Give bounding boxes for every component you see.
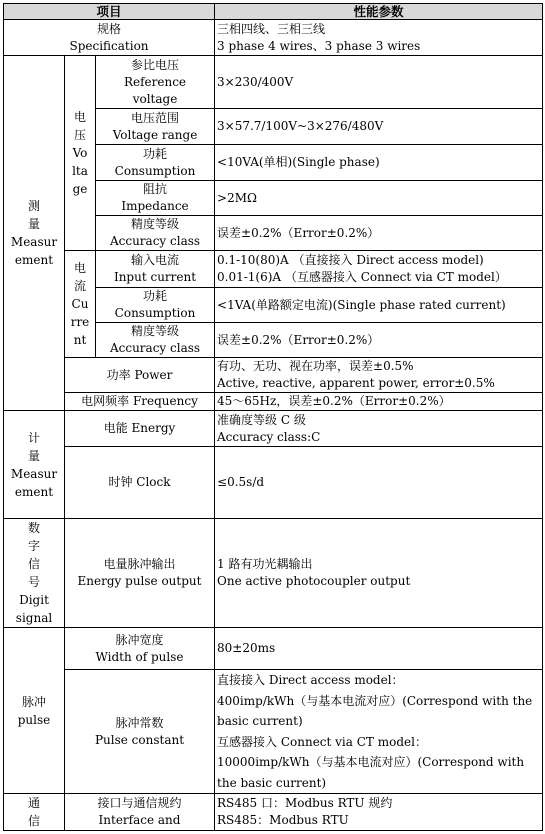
pulse-output-value: 1 路有功光耦输出 One active photocoupler output xyxy=(215,519,543,628)
reference-voltage-value: 3×230/400V xyxy=(215,56,543,109)
table-row xyxy=(4,411,543,447)
specification-label: 规格 Specification xyxy=(4,20,215,56)
current-accuracy-value: 误差±0.2%（Error±0.2%） xyxy=(215,323,543,358)
energy-label: 电能 Energy xyxy=(65,411,215,447)
reference-voltage-label: 参比电压 Reference voltage xyxy=(96,56,215,109)
table-row xyxy=(4,20,543,56)
pulse-constant-value: 直接接入 Direct access model： 400imp/kWh（与基本电流对应）(Correspond with the basic current) 互感器接入 Connect via CT model： 10000imp/kWh（与基本电流对应）(Correspond with the basic current) xyxy=(215,670,543,794)
current-group-label: 电 流 Cu rre nt xyxy=(65,251,96,358)
impedance-value: >2MΩ xyxy=(215,181,543,216)
metering-group-label: 计 量 Measur ement xyxy=(4,411,65,519)
table-row xyxy=(4,794,543,831)
current-consumption-value: <1VA(单路额定电流)(Single phase rated current) xyxy=(215,288,543,323)
clock-value: ≤0.5s/d xyxy=(215,447,543,519)
table-row xyxy=(4,358,543,393)
interface-label: 接口与通信规约 Interface and xyxy=(65,794,215,831)
voltage-accuracy-label: 精度等级 Accuracy class xyxy=(96,216,215,251)
voltage-consumption-label: 功耗 Consumption xyxy=(96,145,215,181)
voltage-accuracy-value: 误差±0.2%（Error±0.2%） xyxy=(215,216,543,251)
pulse-constant-label: 脉冲常数 Pulse constant xyxy=(65,670,215,794)
digital-group-label: 数 字 信 号 Digit signal xyxy=(4,519,65,628)
table-row xyxy=(4,670,543,794)
voltage-consumption-value: <10VA(单相)(Single phase) xyxy=(215,145,543,181)
communication-group-label: 通 信 xyxy=(4,794,65,831)
frequency-value: 45～65Hz，误差±0.2%（Error±0.2%） xyxy=(215,393,543,411)
voltage-group-label: 电 压 Vo lta ge xyxy=(65,56,96,251)
pulse-group-label: 脉冲 pulse xyxy=(4,628,65,794)
input-current-label: 输入电流 Input current xyxy=(96,251,215,288)
power-value: 有功、无功、视在功率，误差±0.5% Active, reactive, apparent power, error±0.5% xyxy=(215,358,543,393)
clock-label: 时钟 Clock xyxy=(65,447,215,519)
specification-value: 三相四线、三相三线 3 phase 4 wires、3 phase 3 wires xyxy=(215,20,543,56)
header-param: 性能参数 xyxy=(215,4,543,20)
voltage-range-value: 3×57.7/100V~3×276/480V xyxy=(215,109,543,145)
table-row xyxy=(4,56,543,109)
power-label: 功率 Power xyxy=(65,358,215,393)
table-row xyxy=(4,519,543,628)
current-consumption-label: 功耗 Consumption xyxy=(96,288,215,323)
pulse-width-label: 脉冲宽度 Width of pulse xyxy=(65,628,215,670)
interface-value: RS485 口：Modbus RTU 规约 RS485：Modbus RTU xyxy=(215,794,543,831)
voltage-range-label: 电压范围 Voltage range xyxy=(96,109,215,145)
frequency-label: 电网频率 Frequency xyxy=(65,393,215,411)
current-accuracy-label: 精度等级 Accuracy class xyxy=(96,323,215,358)
header-item: 项目 xyxy=(4,4,215,20)
table-row xyxy=(4,393,543,411)
pulse-width-value: 80±20ms xyxy=(215,628,543,670)
measurement-group-label: 测 量 Measur ement xyxy=(4,56,65,411)
header-row xyxy=(4,4,543,20)
spec-table xyxy=(3,3,543,831)
table-row xyxy=(4,251,543,288)
energy-value: 准确度等级 C 级 Accuracy class:C xyxy=(215,411,543,447)
impedance-label: 阻抗 Impedance xyxy=(96,181,215,216)
input-current-value: 0.1-10(80)A （直接接入 Direct access model) 0.01-1(6)A （互感器接入 Connect via CT model） xyxy=(215,251,543,288)
table-row xyxy=(4,447,543,519)
pulse-output-label: 电量脉冲输出 Energy pulse output xyxy=(65,519,215,628)
table-row xyxy=(4,628,543,670)
